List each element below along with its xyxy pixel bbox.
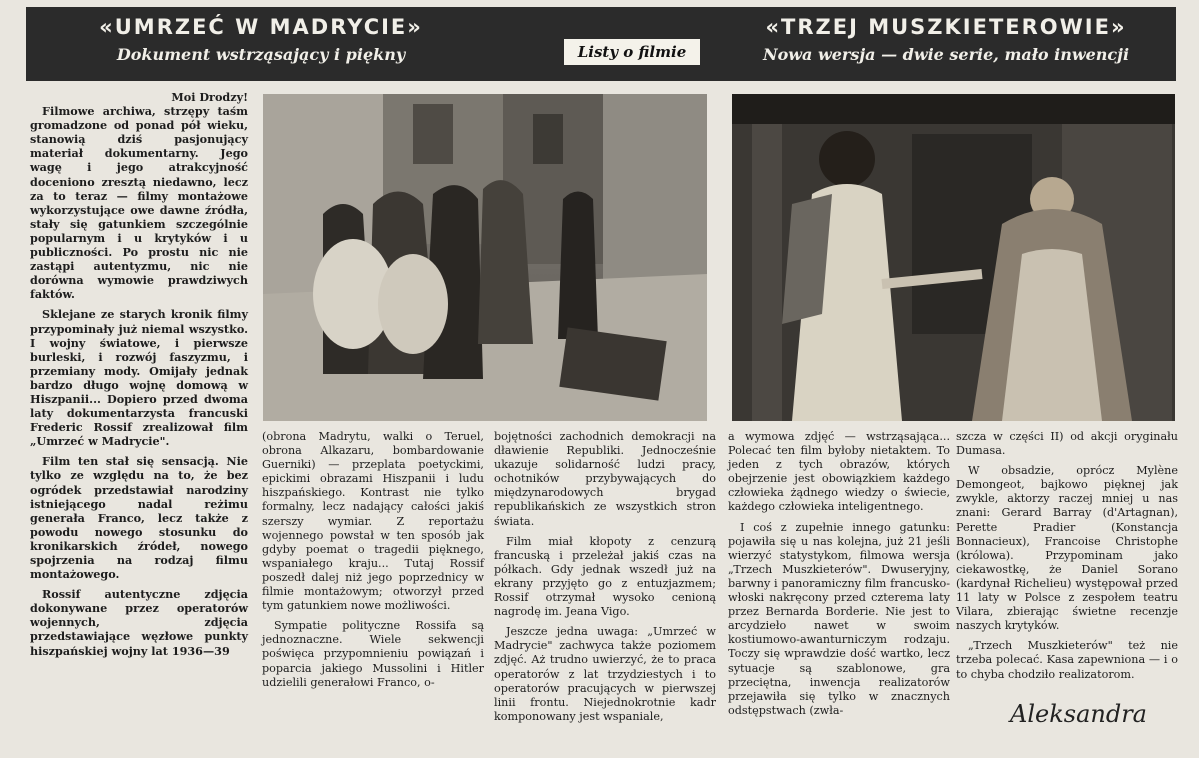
article-column-3 bbox=[494, 430, 716, 730]
right-film-title: «TRZEJ MUSZKIETEROWIE» bbox=[765, 15, 1127, 39]
paragraph: Sklejane ze starych kronik filmy przypominały już niemal wszystko. I wojny światowe, i pierwsze burleski, i rozwój faszyzmu, i przemiany mody. Omijały jednak bardzo długo wojnę domową w Hiszpanii... Dopiero przed dwoma laty dokumentarzysta francuski Frederic Rossif zrealizował film „Umrzeć w Madrycie". bbox=[30, 307, 248, 449]
author-signature: Aleksandra bbox=[1010, 700, 1147, 728]
paragraph: I coś z zupełnie innego gatunku: pojawiła się u nas kolejna, już 21 jeśli wierzyć statystykom, filmowa wersja „Trzech Muszkieterów". Dwuseryjny, barwny i panoramiczny film francusko-włoski nakręcony przed czterema laty przez Bernarda Borderie. Nie jest to arcydzieło nawet w swoim kostiumowo-awanturniczym rodzaju. Toczy się wprawdzie dość wartko, lecz sytuacje są szablonowe, gra przeciętna, inwencja realizatorów przejawiła się tylko w znacznych odstępstwach (zwła- bbox=[728, 520, 950, 717]
paragraph: Rossif autentyczne zdjęcia dokonywane przez operatorów wojennych, zdjęcia przedstawiające węzłowe punkty hiszpańskiej wojny lat 1936—39 bbox=[30, 587, 248, 658]
paragraph: W obsadzie, oprócz Mylène Demongeot, bajkowo pięknej jak zwykle, aktorzy raczej mniej u nas znani: Gerard Barray (d'Artagnan), Perette Pradier (Konstancja Bonnacieux), Francoise Christophe (królowa). Przypominam jako ciekawostkę, że Daniel Sorano (kardynał Richelieu) występował przed 11 laty w Polsce z zespołem teatru Vilara, zbierając świetne recenzje naszych krytyków. bbox=[956, 464, 1178, 633]
paragraph: bojętności zachodnich demokracji na dławienie Republiki. Jednocześnie ukazuje solidarność ludzi pracy, ochotników przybywających do międzynarodowych brygad republikańskich ze wszystkich stron świata. bbox=[494, 430, 716, 528]
paragraph: Filmowe archiwa, strzępy taśm gromadzone od ponad pół wieku, stanowią dziś pasjonujący materiał dokumentarny. Jego wagę i jego atrakcyjność doceniono zresztą niedawno, lecz za to teraz — filmy montażowe wykorzystujące owe dawne źródła, stały się gatunkiem szczególnie popularnym i u krytyków i u publiczności. Po prostu nic nie zastąpi autentyzmu, nic nie dorówna wymowie prawdziwych faktów. bbox=[30, 104, 248, 302]
header-banner bbox=[26, 7, 1176, 81]
paragraph: „Trzech Muszkieterów" też nie trzeba polecać. Kasa zapewniona — i o to chyba chodziło realizatorom. bbox=[956, 639, 1178, 681]
salutation: Moi Drodzy! bbox=[171, 90, 248, 104]
left-film-subtitle: Dokument wstrząsający i piękny bbox=[116, 45, 406, 64]
paragraph: Film ten stał się sensacją. Nie tylko ze względu na to, że bez ogródek przedstawiał narodziny istniejącego nadal reżimu generała Franco, lecz także z powodu nowego stosunku do kronikarskich źródeł, nowego spojrzenia na rodzaj filmu montażowego. bbox=[30, 454, 248, 582]
paragraph: (obrona Madrytu, walki o Teruel, obrona Alkazaru, bombardowanie Guerniki) — przeplata poetyckimi, epickimi obrazami Hiszpanii i ludu hiszpańskiego. Kontrast nie tylko formalny, lecz nadający całości jakiś szerszy wymiar. Z reportażu wojennego powstał w ten sposób jak gdyby poemat o tragedii pięknego, wspaniałego kraju... Tutaj Rossif poszedł dalej niż jego poprzednicy w filmie montażowym; otworzył przed tym gatunkiem nowe możliwości. bbox=[262, 430, 484, 613]
left-film-header bbox=[71, 15, 451, 64]
article-column-5 bbox=[956, 430, 1178, 688]
paragraph: szcza w części II) od akcji oryginału Dumasa. bbox=[956, 430, 1178, 458]
article-column-2 bbox=[262, 430, 484, 696]
paragraph: Jeszcze jedna uwaga: „Umrzeć w Madrycie" zachwyca także poziomem zdjęć. Aż trudno uwierzyć, że to praca operatorów z lat trzydziestych i to operatorów pracujących w pierwszej linii frontu. Niejednokrotnie kadr komponowany jest wspaniale, bbox=[494, 625, 716, 723]
right-film-subtitle: Nowa wersja — dwie serie, mało inwencji bbox=[762, 45, 1130, 64]
paragraph: a wymowa zdjęć — wstrząsająca... Polecać ten film byłoby nietaktem. To jeden z tych obrazów, których obejrzenie jest obowiązkiem każdego człowieka żądnego wiedzy o świecie, każdego człowieka inteligentnego. bbox=[728, 430, 950, 514]
war-photo bbox=[263, 94, 707, 421]
article-column-1 bbox=[30, 90, 248, 664]
right-film-header bbox=[726, 15, 1166, 64]
left-film-title: «UMRZEĆ W MADRYCIE» bbox=[99, 15, 423, 39]
section-badge: Listy o filmie bbox=[564, 39, 700, 65]
paragraph: Sympatie polityczne Rossifa są jednoznaczne. Wiele sekwencji poświęca przypomnieniu powiązań i poparcia jakiego Mussolini i Hitler udzielili generałowi Franco, o- bbox=[262, 619, 484, 689]
article-column-4 bbox=[728, 430, 950, 724]
paragraph: Film miał kłopoty z cenzurą francuską i przeleżał jakiś czas na półkach. Gdy jednak wszedł już na ekrany przyjęto go z entuzjazmem; Rossif otrzymał wysoko cenioną nagrodę im. Jeana Vigo. bbox=[494, 534, 716, 619]
musketeers-photo bbox=[732, 94, 1175, 421]
